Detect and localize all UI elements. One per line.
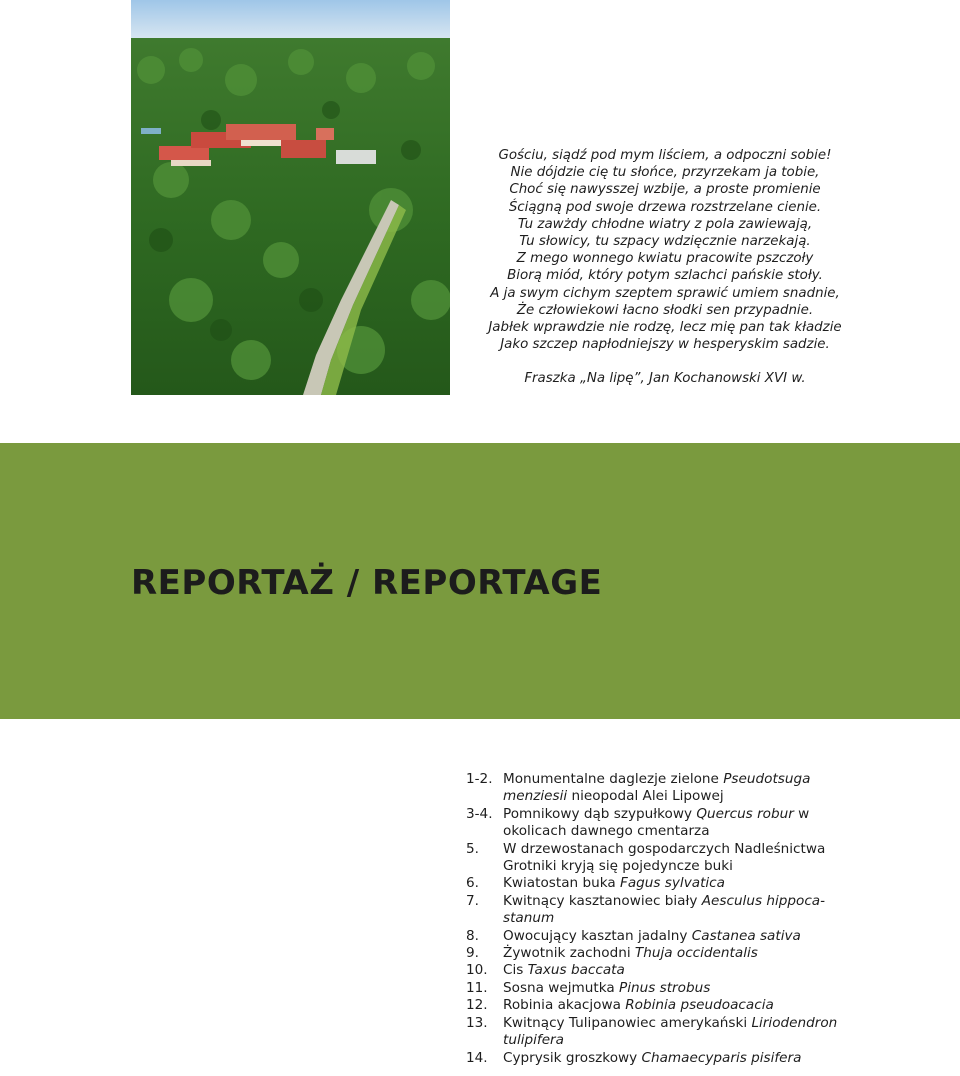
caption-number: 1-2. (466, 771, 493, 787)
caption-number: 14. (466, 1049, 488, 1066)
caption-item (466, 841, 866, 876)
caption-item (466, 806, 866, 841)
poem-line: Że człowiekowi łacno słodki sen przypadnie. (516, 302, 814, 318)
caption-fragment: Żywotnik zachodni (503, 945, 635, 962)
section-band (0, 443, 960, 719)
poem-line: Tu słowicy, tu szpacy wdzięcznie narzekają. (519, 234, 811, 250)
caption-fragment: Kwitnący kasztanowiec biały (503, 892, 702, 909)
caption-text (503, 893, 866, 928)
caption-fragment: Cis (503, 962, 528, 979)
species-name: Quercus robur (696, 805, 794, 822)
caption-number: 5. (466, 840, 479, 857)
caption-number: 10. (466, 962, 488, 979)
poem-line: Jako szczep napłodniejszy w hesperyskim sadzie. (500, 337, 830, 353)
species-name: Thuja occidentalis (634, 945, 758, 962)
species-name: Fagus sylvatica (620, 875, 725, 892)
species-name: Taxus baccata (527, 962, 625, 979)
caption-item (466, 997, 866, 1014)
poem-line: A ja swym cichym szeptem sprawić umiem snadnie, (490, 285, 840, 301)
caption-text (503, 1015, 866, 1050)
caption-text (503, 875, 866, 892)
caption-item (466, 1015, 866, 1050)
poem-caption: Fraszka „Na lipę”, Jan Kochanowski XVI w. (524, 371, 806, 387)
species-name: Pinus strobus (619, 979, 711, 996)
poem-line: Biorą miód, który potym szlachci pańskie stoły. (507, 268, 823, 284)
species-name: Robinia pseudoacacia (625, 997, 774, 1014)
species-name: Aesculus hippoca-stanum (503, 892, 826, 927)
caption-fragment: Cyprysik groszkowy (503, 1049, 642, 1066)
caption-text (503, 771, 866, 806)
section-title: REPORTAŻ / REPORTAGE (131, 563, 603, 603)
caption-text (503, 841, 866, 876)
caption-item (466, 945, 866, 962)
poem-line: Ściągną pod swoje drzewa rozstrzelane cienie. (508, 199, 822, 215)
caption-number: 9. (466, 945, 479, 962)
species-name: Castanea sativa (691, 927, 801, 944)
caption-fragment: Sosna wejmutka (503, 979, 620, 996)
poem-line: Tu zawżdy chłodne wiatry z pola zawiewają, (517, 216, 813, 232)
caption-number: 6. (466, 875, 479, 892)
caption-fragment: Kwitnący Tulipanowiec amerykański (503, 1014, 752, 1031)
caption-text (503, 806, 866, 841)
species-name: Chamaecyparis pisifera (641, 1049, 802, 1066)
caption-item (466, 1050, 866, 1067)
poem-line: Gościu, siądź pod mym liściem, a odpoczni sobie! (498, 148, 832, 163)
poem-line: Nie dójdzie cię tu słońce, przyrzekam ja tobie, (510, 165, 820, 181)
poem-line: Z mego wonnego kwiatu pracowite pszczoły (516, 251, 814, 267)
caption-fragment: W drzewostanach gospodarczych Nadleśnictwa Grotniki kryją się pojedyncze buki (503, 840, 826, 875)
aerial-forest-photo (131, 0, 450, 395)
photo-captions-list (466, 771, 866, 1067)
poem (455, 147, 875, 388)
caption-fragment: Kwiatostan buka (503, 875, 620, 892)
caption-fragment: nieopodal Alei Lipowej (567, 788, 724, 805)
caption-fragment: Owocujący kasztan jadalny (503, 927, 692, 944)
caption-item (466, 928, 866, 945)
caption-text (503, 928, 866, 945)
caption-text (503, 945, 866, 962)
caption-fragment: Pomnikowy dąb szypułkowy (503, 805, 697, 822)
caption-number: 7. (466, 892, 479, 909)
caption-number: 8. (466, 927, 479, 944)
caption-number: 3-4. (466, 805, 493, 822)
caption-text (503, 980, 866, 997)
caption-item (466, 771, 866, 806)
caption-number: 12. (466, 997, 488, 1014)
species-name: Pseudotsuga menziesii (503, 771, 811, 805)
caption-text (503, 997, 866, 1014)
caption-number: 11. (466, 979, 488, 996)
caption-item (466, 875, 866, 892)
caption-fragment: w okolicach dawnego cmentarza (503, 805, 810, 840)
poem-line: Choć się nawysszej wzbije, a proste promienie (509, 182, 821, 198)
caption-text (503, 1050, 866, 1067)
caption-item (466, 893, 866, 928)
poem-line: Jabłek wprawdzie nie rodzę, lecz mię pan tak kładzie (488, 320, 842, 336)
caption-fragment: Robinia akacjowa (503, 997, 626, 1014)
caption-number: 13. (466, 1014, 488, 1031)
caption-fragment: Monumentalne daglezje zielone (503, 771, 724, 787)
caption-text (503, 962, 866, 979)
aerial-forest-illustration (131, 0, 450, 395)
caption-item (466, 980, 866, 997)
caption-item (466, 962, 866, 979)
species-name: Liriodendron tulipifera (503, 1014, 838, 1049)
